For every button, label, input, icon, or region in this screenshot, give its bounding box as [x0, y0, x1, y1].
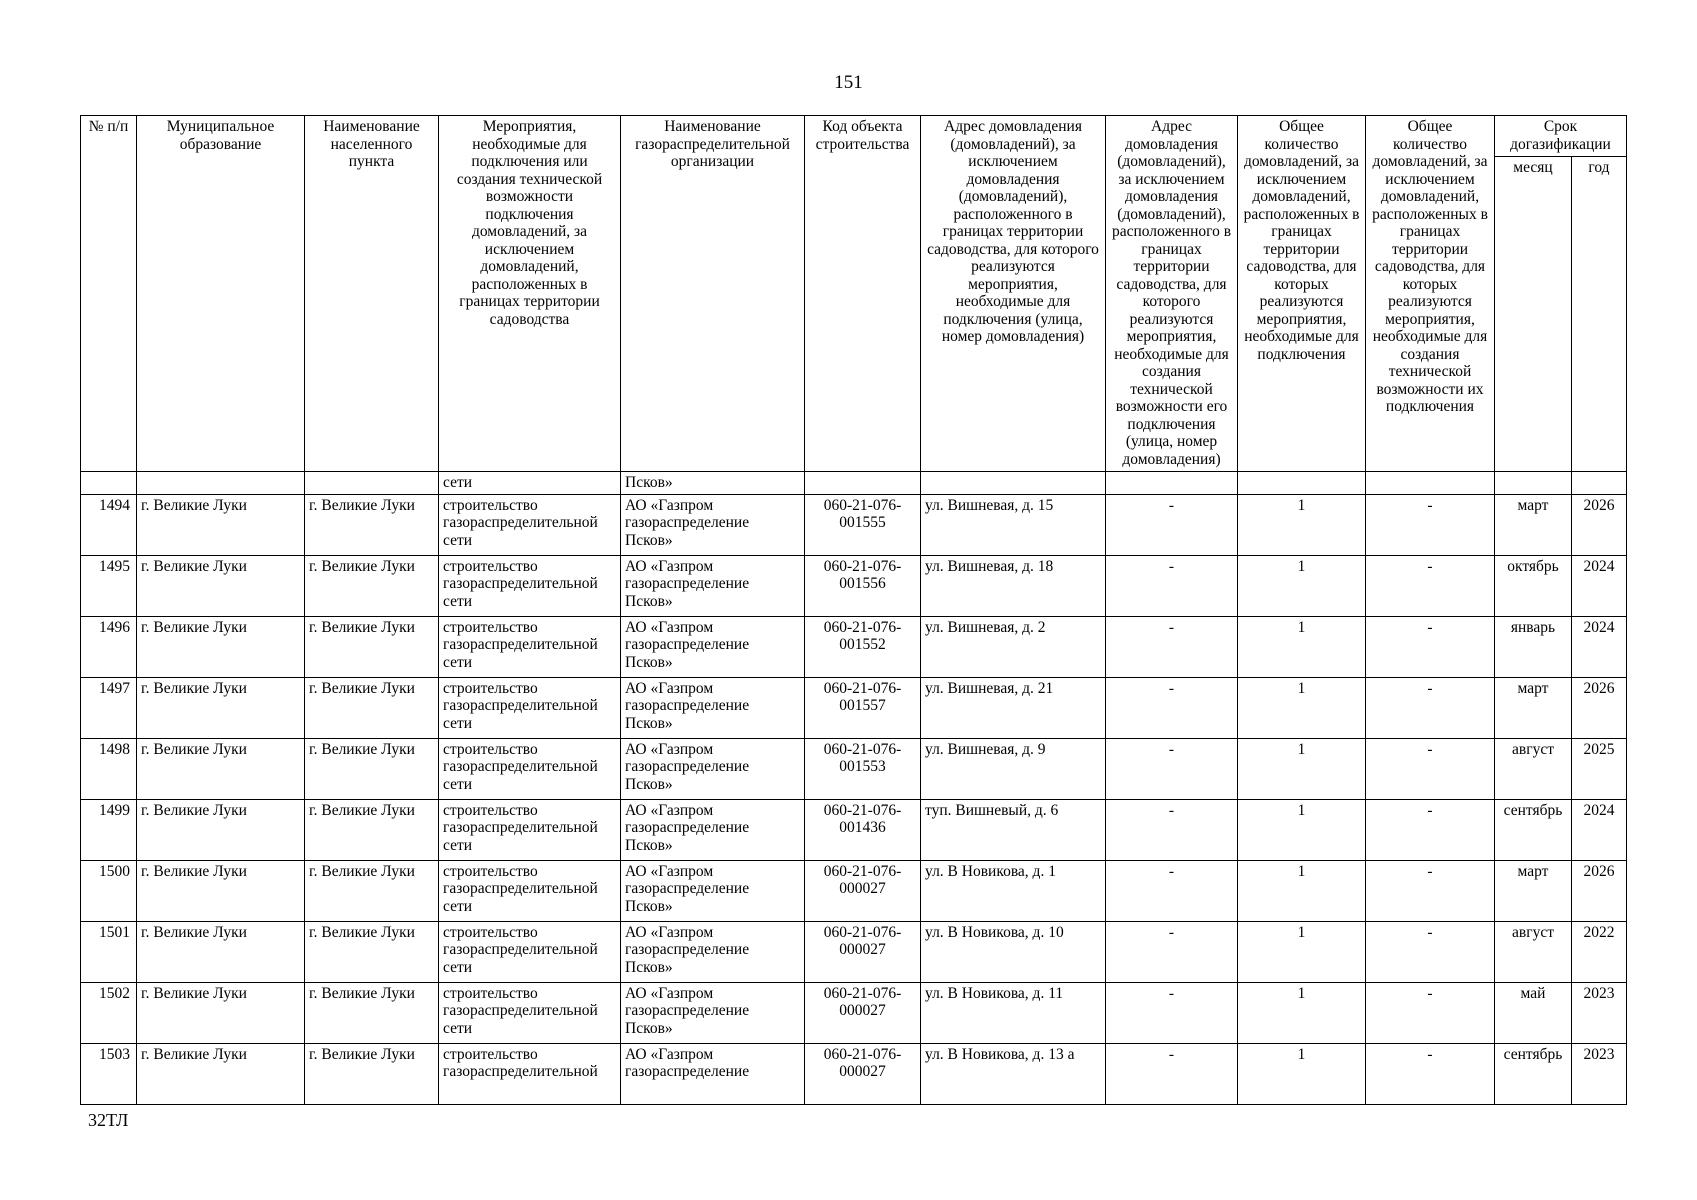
row-measures: строительство газораспределительной сети: [439, 738, 621, 799]
row-month: октябрь: [1495, 555, 1572, 616]
row-total-connect: 1: [1238, 1043, 1366, 1104]
row-month: март: [1495, 494, 1572, 555]
header-row: [81, 116, 1627, 157]
header-year: год: [1572, 157, 1627, 472]
row-total-connect: 1: [1238, 982, 1366, 1043]
row-total-connect: 1: [1238, 677, 1366, 738]
header-gas-org: Наименование газораспределительной организации: [621, 116, 805, 472]
row-num: 1502: [81, 982, 137, 1043]
row-total-connect: 1: [1238, 860, 1366, 921]
row-address-garden: -: [1106, 982, 1238, 1043]
page-number: 151: [834, 72, 863, 93]
table-row: [81, 616, 1627, 677]
header-settlement: Наименование населенного пункта: [305, 116, 439, 472]
row-total-connect: 1: [1238, 494, 1366, 555]
row-municipality: г. Великие Луки: [137, 1043, 305, 1104]
row-address-garden: -: [1106, 616, 1238, 677]
row-gas-org: АО «Газпром газораспределение Псков»: [621, 494, 805, 555]
row-total-connect: 1: [1238, 799, 1366, 860]
table-row: [81, 494, 1627, 555]
row-month: сентябрь: [1495, 1043, 1572, 1104]
row-year: 2026: [1572, 494, 1627, 555]
row-num: 1494: [81, 494, 137, 555]
row-num: 1498: [81, 738, 137, 799]
row-year: 2026: [1572, 677, 1627, 738]
header-deadline: Срок догазификации: [1495, 116, 1627, 157]
row-month: август: [1495, 738, 1572, 799]
header-total-connect: Общее количество домовладений, за исключением домовладений, расположенных в границах территории садоводства, для которых реализуются мероприятия, необходимые для подключения: [1238, 116, 1366, 472]
row-num: 1499: [81, 799, 137, 860]
row-total-connect: 1: [1238, 738, 1366, 799]
row-address-garden: -: [1106, 1043, 1238, 1104]
row-measures: строительство газораспределительной сети: [439, 982, 621, 1043]
row-total-garden: -: [1366, 799, 1495, 860]
row-object-code: 060-21-076-000027: [805, 982, 921, 1043]
continuation-row: [81, 472, 1627, 495]
row-object-code: 060-21-076-000027: [805, 1043, 921, 1104]
row-gas-org: АО «Газпром газораспределение Псков»: [621, 799, 805, 860]
row-year: 2024: [1572, 799, 1627, 860]
row-total-garden: -: [1366, 738, 1495, 799]
row-address-garden: -: [1106, 860, 1238, 921]
row-total-garden: -: [1366, 982, 1495, 1043]
row-total-garden: -: [1366, 860, 1495, 921]
row-gas-org: АО «Газпром газораспределение Псков»: [621, 555, 805, 616]
row-settlement: г. Великие Луки: [305, 799, 439, 860]
row-total-garden: -: [1366, 921, 1495, 982]
row-measures: строительство газораспределительной: [439, 1043, 621, 1104]
row-total-connect: 1: [1238, 555, 1366, 616]
row-object-code: 060-21-076-001436: [805, 799, 921, 860]
row-gas-org: АО «Газпром газораспределение Псков»: [621, 921, 805, 982]
header-address-connect: Адрес домовладения (домовладений), за исключением домовладения (домовладений), расположенного в границах территории садоводства, для которого реализуются мероприятия, необходимые для подключения (улица, номер домовладения): [921, 116, 1106, 472]
row-total-connect: 1: [1238, 921, 1366, 982]
row-year: 2024: [1572, 616, 1627, 677]
row-object-code: 060-21-076-001555: [805, 494, 921, 555]
row-municipality: г. Великие Луки: [137, 738, 305, 799]
row-year: 2023: [1572, 1043, 1627, 1104]
row-municipality: г. Великие Луки: [137, 799, 305, 860]
row-object-code: 060-21-076-001552: [805, 616, 921, 677]
row-gas-org: АО «Газпром газораспределение Псков»: [621, 677, 805, 738]
footer-code: 32ТЛ: [88, 1110, 129, 1130]
row-address-connect: ул. В Новикова, д. 11: [921, 982, 1106, 1043]
row-total-garden: -: [1366, 1043, 1495, 1104]
row-municipality: г. Великие Луки: [137, 860, 305, 921]
row-settlement: г. Великие Луки: [305, 1043, 439, 1104]
row-address-connect: туп. Вишневый, д. 6: [921, 799, 1106, 860]
row-year: 2026: [1572, 860, 1627, 921]
row-settlement: г. Великие Луки: [305, 494, 439, 555]
row-address-connect: ул. Вишневая, д. 21: [921, 677, 1106, 738]
row-gas-org: АО «Газпром газораспределение Псков»: [621, 860, 805, 921]
row-address-garden: -: [1106, 555, 1238, 616]
row-municipality: г. Великие Луки: [137, 555, 305, 616]
header-num: № п/п: [81, 116, 137, 472]
row-month: сентябрь: [1495, 799, 1572, 860]
row-address-connect: ул. Вишневая, д. 18: [921, 555, 1106, 616]
table-row: [81, 982, 1627, 1043]
row-settlement: г. Великие Луки: [305, 738, 439, 799]
row-municipality: г. Великие Луки: [137, 677, 305, 738]
row-month: март: [1495, 677, 1572, 738]
row-measures: строительство газораспределительной сети: [439, 677, 621, 738]
row-municipality: г. Великие Луки: [137, 921, 305, 982]
row-object-code: 060-21-076-000027: [805, 921, 921, 982]
header-object-code: Код объекта строительства: [805, 116, 921, 472]
row-num: 1501: [81, 921, 137, 982]
row-settlement: г. Великие Луки: [305, 555, 439, 616]
row-object-code: 060-21-076-000027: [805, 860, 921, 921]
header-municipality: Муниципальное образование: [137, 116, 305, 472]
row-address-garden: -: [1106, 677, 1238, 738]
row-total-garden: -: [1366, 494, 1495, 555]
row-settlement: г. Великие Луки: [305, 616, 439, 677]
continuation-gas-org: Псков»: [621, 472, 805, 495]
header-measures: Мероприятия, необходимые для подключения или создания технической возможности подключения домовладений, за исключением домовладений, расположенных в границах территории садоводства: [439, 116, 621, 472]
row-num: 1500: [81, 860, 137, 921]
row-month: март: [1495, 860, 1572, 921]
row-total-garden: -: [1366, 616, 1495, 677]
gasification-table: [80, 115, 1627, 1105]
row-month: январь: [1495, 616, 1572, 677]
row-settlement: г. Великие Луки: [305, 982, 439, 1043]
row-address-connect: ул. В Новикова, д. 13 а: [921, 1043, 1106, 1104]
table-row: [81, 921, 1627, 982]
row-address-connect: ул. Вишневая, д. 9: [921, 738, 1106, 799]
row-object-code: 060-21-076-001557: [805, 677, 921, 738]
table-row: [81, 799, 1627, 860]
row-municipality: г. Великие Луки: [137, 494, 305, 555]
row-gas-org: АО «Газпром газораспределение Псков»: [621, 982, 805, 1043]
row-num: 1495: [81, 555, 137, 616]
header-address-garden: Адрес домовладения (домовладений), за исключением домовладения (домовладений), расположенного в границах территории садоводства, для которого реализуются мероприятия, необходимые для создания технической возможности его подключения (улица, номер домовладения): [1106, 116, 1238, 472]
table-row: [81, 1043, 1627, 1104]
row-address-connect: ул. Вишневая, д. 2: [921, 616, 1106, 677]
row-address-garden: -: [1106, 494, 1238, 555]
row-address-connect: ул. В Новикова, д. 10: [921, 921, 1106, 982]
row-year: 2022: [1572, 921, 1627, 982]
row-measures: строительство газораспределительной сети: [439, 860, 621, 921]
row-gas-org: АО «Газпром газораспределение: [621, 1043, 805, 1104]
row-municipality: г. Великие Луки: [137, 616, 305, 677]
row-gas-org: АО «Газпром газораспределение Псков»: [621, 738, 805, 799]
row-measures: строительство газораспределительной сети: [439, 799, 621, 860]
header-month: месяц: [1495, 157, 1572, 472]
row-address-connect: ул. В Новикова, д. 1: [921, 860, 1106, 921]
row-address-garden: -: [1106, 799, 1238, 860]
row-total-garden: -: [1366, 555, 1495, 616]
row-address-garden: -: [1106, 921, 1238, 982]
continuation-measures: сети: [439, 472, 621, 495]
row-address-connect: ул. Вишневая, д. 15: [921, 494, 1106, 555]
row-object-code: 060-21-076-001556: [805, 555, 921, 616]
row-object-code: 060-21-076-001553: [805, 738, 921, 799]
row-year: 2023: [1572, 982, 1627, 1043]
table-row: [81, 677, 1627, 738]
header-total-garden: Общее количество домовладений, за исключением домовладений, расположенных в границах территории садоводства, для которых реализуются мероприятия, необходимые для создания технической возможности их подключения: [1366, 116, 1495, 472]
table-row: [81, 738, 1627, 799]
row-num: 1503: [81, 1043, 137, 1104]
row-month: август: [1495, 921, 1572, 982]
row-num: 1496: [81, 616, 137, 677]
row-settlement: г. Великие Луки: [305, 921, 439, 982]
row-measures: строительство газораспределительной сети: [439, 555, 621, 616]
row-settlement: г. Великие Луки: [305, 677, 439, 738]
row-month: май: [1495, 982, 1572, 1043]
row-settlement: г. Великие Луки: [305, 860, 439, 921]
row-gas-org: АО «Газпром газораспределение Псков»: [621, 616, 805, 677]
row-measures: строительство газораспределительной сети: [439, 616, 621, 677]
row-measures: строительство газораспределительной сети: [439, 921, 621, 982]
row-num: 1497: [81, 677, 137, 738]
table-row: [81, 860, 1627, 921]
row-address-garden: -: [1106, 738, 1238, 799]
row-measures: строительство газораспределительной сети: [439, 494, 621, 555]
row-year: 2025: [1572, 738, 1627, 799]
row-total-connect: 1: [1238, 616, 1366, 677]
row-total-garden: -: [1366, 677, 1495, 738]
table-row: [81, 555, 1627, 616]
row-municipality: г. Великие Луки: [137, 982, 305, 1043]
row-year: 2024: [1572, 555, 1627, 616]
